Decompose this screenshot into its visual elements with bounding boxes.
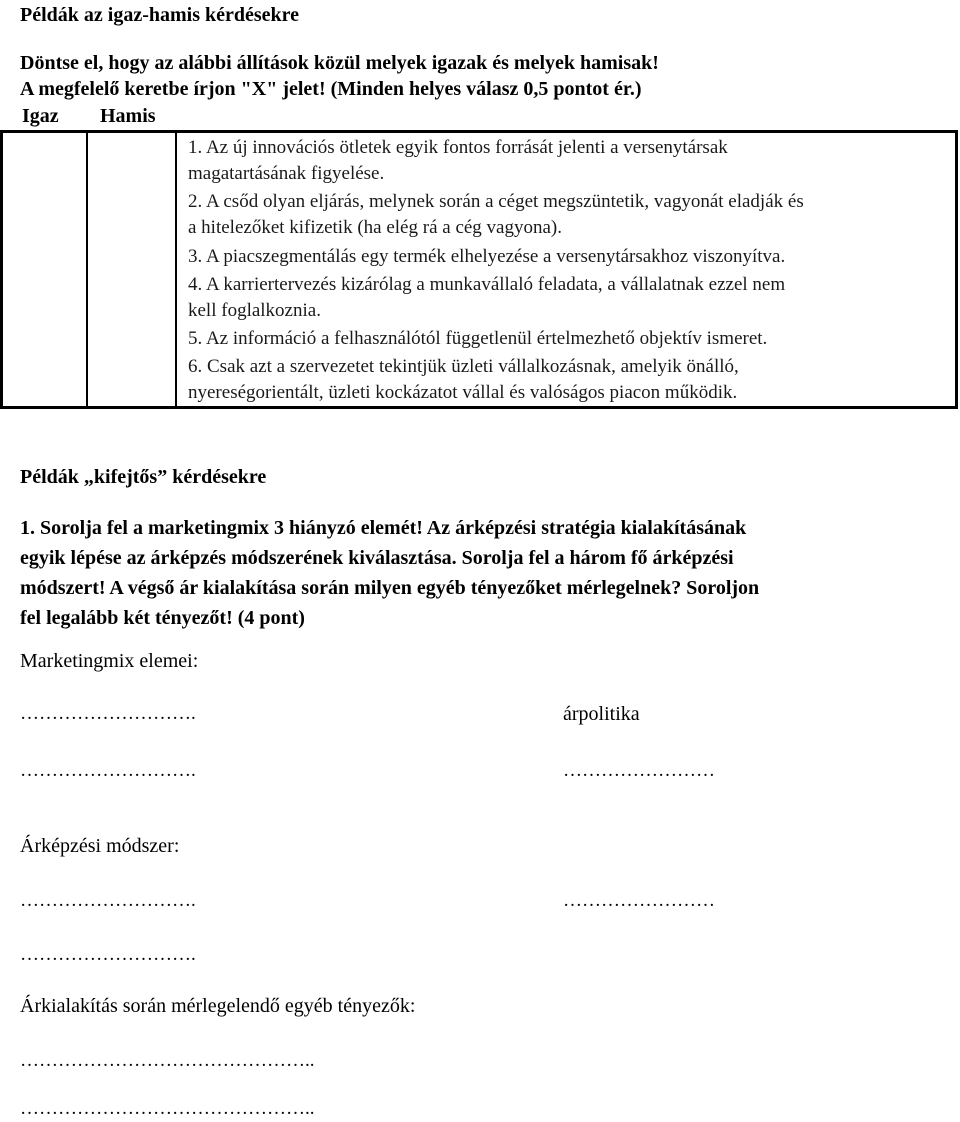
- page-title: Példák az igaz-hamis kérdésekre: [20, 4, 300, 26]
- answer-blank[interactable]: ……………………….: [20, 760, 196, 781]
- answer-blank[interactable]: ……………………….: [20, 703, 196, 724]
- statement-4: 4. A karriertervezés kizárólag a munkavállaló feladata, a vállalatnak ezzel nem kell foglalkoznia.: [188, 274, 786, 321]
- statement-3: 3. A piacszegmentálás egy termék elhelyezése a versenytársakhoz viszonyítva.: [188, 246, 786, 267]
- statement-1: 1. Az új innovációs ötletek egyik fontos forrását jelenti a versenytársak magatartásának figyelése.: [188, 137, 728, 184]
- answer-blank[interactable]: ……………………: [563, 760, 715, 781]
- pricing-method-label: Árképzési módszer:: [20, 835, 180, 857]
- column-divider: [175, 133, 177, 406]
- column-header-true: Igaz: [22, 105, 59, 127]
- answer-blank[interactable]: ……………………: [563, 890, 715, 911]
- statement-6: 6. Csak azt a szervezetet tekintjük üzleti vállalkozásnak, amelyik önálló, nyereségorientált, üzleti kockázatot vállal és valóságos piacon működik.: [188, 356, 739, 403]
- section-heading-essay: Példák „kifejtős” kérdésekre: [20, 466, 267, 488]
- instruction-line-1: Döntse el, hogy az alábbi állítások közül melyek igazak és melyek hamisak!: [20, 52, 659, 74]
- answer-blank[interactable]: ……………………….: [20, 944, 196, 965]
- statement-2: 2. A csőd olyan eljárás, melynek során a céget megszüntetik, vagyonát eladják és a hitelezőket kifizetik (ha elég rá a cég vagyona).: [188, 191, 804, 238]
- answer-cell-true[interactable]: [3, 133, 86, 406]
- essay-question: 1. Sorolja fel a marketingmix 3 hiányzó elemét! Az árképzési stratégia kialakításának egyik lépése az árképzés módszerének kiválasztása. Sorolja fel a három fő árképzési módszert! A végső ár kialakítása során milyen egyéb tényezőket mérlegelnek? Soroljon fel legalább két tényezőt! (4 pont): [20, 517, 760, 629]
- statement-5: 5. Az információ a felhasználótól függetlenül értelmezhető objektív ismeret.: [188, 328, 768, 349]
- given-answer: árpolitika: [563, 703, 640, 725]
- answer-blank[interactable]: ………………………………………..: [20, 1098, 315, 1119]
- answer-blank[interactable]: ……………………….: [20, 890, 196, 911]
- other-factors-label: Árkialakítás során mérlegelendő egyéb tényezők:: [20, 995, 416, 1017]
- column-header-false: Hamis: [100, 105, 156, 127]
- answer-cell-false[interactable]: [88, 133, 175, 406]
- answer-blank[interactable]: ………………………………………..: [20, 1050, 315, 1071]
- instruction-line-2: A megfelelő keretbe írjon "X" jelet! (Minden helyes válasz 0,5 pontot ér.): [20, 78, 642, 100]
- marketing-mix-label: Marketingmix elemei:: [20, 650, 199, 672]
- true-false-table: [0, 130, 958, 409]
